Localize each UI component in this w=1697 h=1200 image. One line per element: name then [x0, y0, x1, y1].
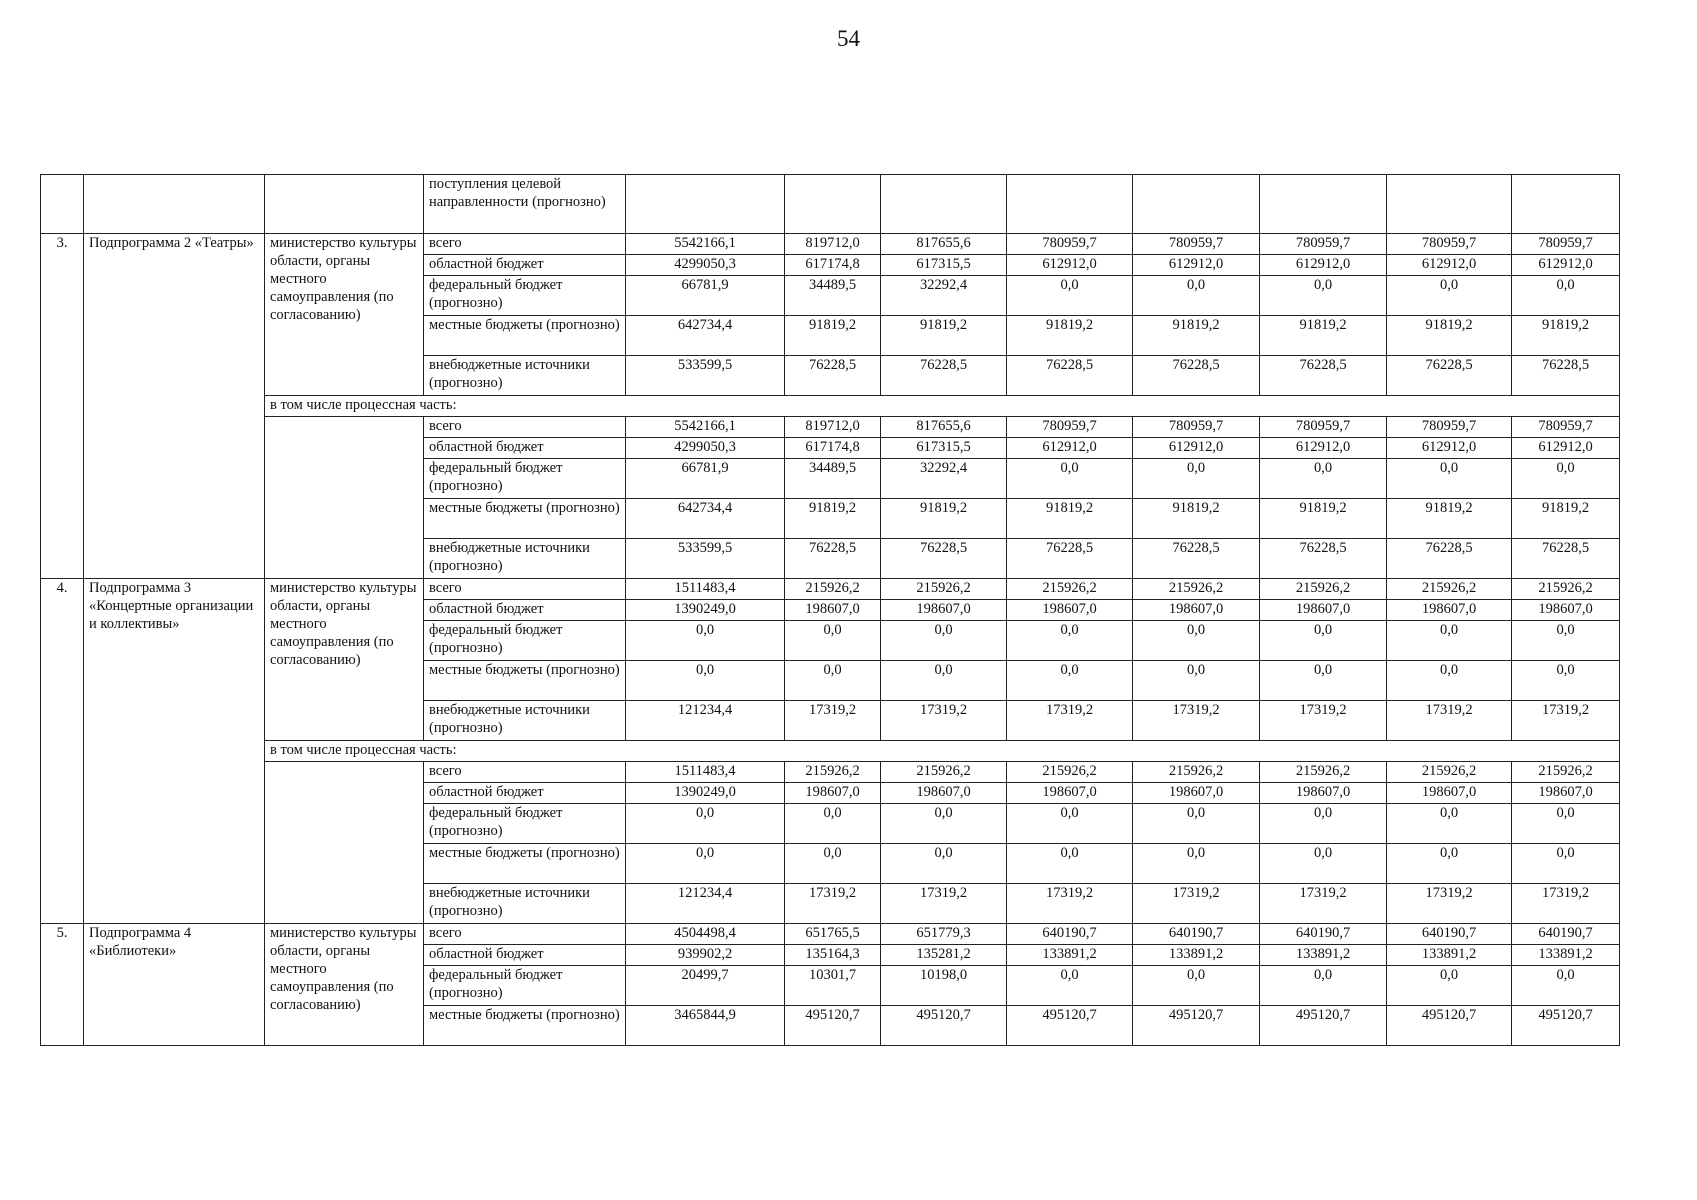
value-cell: 617315,5: [881, 438, 1007, 459]
value-cell: 780959,7: [1512, 417, 1620, 438]
value-cell: 76228,5: [1133, 356, 1260, 396]
value-cell: 0,0: [881, 804, 1007, 844]
value-cell: 495120,7: [1133, 1006, 1260, 1046]
table-row: [41, 762, 1620, 783]
value-cell: 0,0: [1387, 661, 1512, 701]
source-cell: федеральный бюджет (прогнозно): [424, 621, 626, 661]
value-cell: 198607,0: [1260, 600, 1387, 621]
source-cell: всего: [424, 579, 626, 600]
table-cell: [41, 175, 84, 234]
value-cell: 66781,9: [626, 459, 785, 499]
value-cell: 0,0: [1260, 621, 1387, 661]
table-cell: [1512, 175, 1620, 234]
source-cell: местные бюджеты (прогнозно): [424, 661, 626, 701]
value-cell: 533599,5: [626, 539, 785, 579]
value-cell: 198607,0: [881, 783, 1007, 804]
table-cell: [1007, 175, 1133, 234]
value-cell: 17319,2: [1007, 884, 1133, 924]
source-cell: местные бюджеты (прогнозно): [424, 499, 626, 539]
table-cell: [1133, 175, 1260, 234]
value-cell: 133891,2: [1512, 945, 1620, 966]
value-cell: 0,0: [1512, 276, 1620, 316]
table-cell: [84, 175, 265, 234]
value-cell: 612912,0: [1133, 255, 1260, 276]
value-cell: 642734,4: [626, 316, 785, 356]
value-cell: 0,0: [1512, 621, 1620, 661]
value-cell: 1511483,4: [626, 579, 785, 600]
value-cell: 91819,2: [1387, 316, 1512, 356]
value-cell: 0,0: [1133, 661, 1260, 701]
subprogram-name: Подпрограмма 3 «Концертные организации и коллективы»: [84, 579, 265, 924]
value-cell: 91819,2: [1512, 316, 1620, 356]
value-cell: 91819,2: [1260, 499, 1387, 539]
value-cell: 4299050,3: [626, 255, 785, 276]
source-cell: местные бюджеты (прогнозно): [424, 844, 626, 884]
value-cell: 3465844,9: [626, 1006, 785, 1046]
value-cell: 0,0: [1133, 459, 1260, 499]
value-cell: 495120,7: [1387, 1006, 1512, 1046]
source-cell: внебюджетные источники (прогнозно): [424, 701, 626, 741]
value-cell: 612912,0: [1387, 255, 1512, 276]
value-cell: 4504498,4: [626, 924, 785, 945]
table-cell: [1387, 175, 1512, 234]
value-cell: 215926,2: [1133, 762, 1260, 783]
executor-cell-empty: [265, 417, 424, 579]
value-cell: 32292,4: [881, 276, 1007, 316]
value-cell: 5542166,1: [626, 417, 785, 438]
value-cell: 0,0: [1512, 661, 1620, 701]
value-cell: 0,0: [1387, 621, 1512, 661]
value-cell: 76228,5: [1512, 356, 1620, 396]
value-cell: 0,0: [785, 844, 881, 884]
source-cell: областной бюджет: [424, 600, 626, 621]
value-cell: 17319,2: [1387, 701, 1512, 741]
value-cell: 133891,2: [1260, 945, 1387, 966]
table-cell: [1260, 175, 1387, 234]
value-cell: 34489,5: [785, 276, 881, 316]
value-cell: 0,0: [1512, 459, 1620, 499]
value-cell: 612912,0: [1512, 255, 1620, 276]
value-cell: 640190,7: [1260, 924, 1387, 945]
value-cell: 17319,2: [1133, 701, 1260, 741]
value-cell: 215926,2: [785, 762, 881, 783]
table-row: [41, 579, 1620, 600]
value-cell: 780959,7: [1387, 417, 1512, 438]
value-cell: 133891,2: [1387, 945, 1512, 966]
value-cell: 198607,0: [1260, 783, 1387, 804]
value-cell: 17319,2: [1007, 701, 1133, 741]
value-cell: 495120,7: [1512, 1006, 1620, 1046]
process-note-row: [41, 396, 1620, 417]
value-cell: 0,0: [1133, 966, 1260, 1006]
value-cell: 10301,7: [785, 966, 881, 1006]
value-cell: 780959,7: [1512, 234, 1620, 255]
value-cell: 0,0: [785, 804, 881, 844]
value-cell: 135281,2: [881, 945, 1007, 966]
value-cell: 215926,2: [1387, 579, 1512, 600]
value-cell: 651779,3: [881, 924, 1007, 945]
value-cell: 495120,7: [881, 1006, 1007, 1046]
value-cell: 17319,2: [1260, 884, 1387, 924]
value-cell: 17319,2: [881, 701, 1007, 741]
value-cell: 780959,7: [1387, 234, 1512, 255]
value-cell: 780959,7: [1260, 234, 1387, 255]
source-cell: областной бюджет: [424, 783, 626, 804]
executor-cell: министерство культуры области, органы местного самоуправления (по согласованию): [265, 234, 424, 396]
value-cell: 0,0: [785, 621, 881, 661]
value-cell: 780959,7: [1260, 417, 1387, 438]
value-cell: 495120,7: [785, 1006, 881, 1046]
value-cell: 76228,5: [1387, 539, 1512, 579]
budget-table-body: [41, 175, 1620, 1046]
value-cell: 133891,2: [1133, 945, 1260, 966]
value-cell: 76228,5: [1260, 539, 1387, 579]
source-cell: внебюджетные источники (прогнозно): [424, 356, 626, 396]
value-cell: 651765,5: [785, 924, 881, 945]
source-cell: внебюджетные источники (прогнозно): [424, 539, 626, 579]
value-cell: 17319,2: [1260, 701, 1387, 741]
value-cell: 121234,4: [626, 884, 785, 924]
value-cell: 10198,0: [881, 966, 1007, 1006]
value-cell: 121234,4: [626, 701, 785, 741]
value-cell: 780959,7: [1133, 417, 1260, 438]
value-cell: 198607,0: [785, 783, 881, 804]
value-cell: 91819,2: [1133, 499, 1260, 539]
value-cell: 198607,0: [1133, 783, 1260, 804]
value-cell: 215926,2: [1512, 762, 1620, 783]
value-cell: 198607,0: [1007, 783, 1133, 804]
value-cell: 198607,0: [1007, 600, 1133, 621]
value-cell: 780959,7: [1007, 417, 1133, 438]
value-cell: 612912,0: [1387, 438, 1512, 459]
value-cell: 20499,7: [626, 966, 785, 1006]
source-cell: всего: [424, 924, 626, 945]
table-cell: [785, 175, 881, 234]
value-cell: 198607,0: [1512, 600, 1620, 621]
table-cell: [626, 175, 785, 234]
value-cell: 76228,5: [881, 539, 1007, 579]
value-cell: 135164,3: [785, 945, 881, 966]
value-cell: 76228,5: [1387, 356, 1512, 396]
value-cell: 819712,0: [785, 417, 881, 438]
value-cell: 76228,5: [1260, 356, 1387, 396]
value-cell: 0,0: [1007, 804, 1133, 844]
value-cell: 4299050,3: [626, 438, 785, 459]
value-cell: 0,0: [626, 804, 785, 844]
value-cell: 91819,2: [1387, 499, 1512, 539]
value-cell: 133891,2: [1007, 945, 1133, 966]
value-cell: 91819,2: [1512, 499, 1620, 539]
value-cell: 0,0: [1133, 844, 1260, 884]
value-cell: 0,0: [626, 844, 785, 884]
value-cell: 76228,5: [1512, 539, 1620, 579]
value-cell: 612912,0: [1512, 438, 1620, 459]
value-cell: 640190,7: [1387, 924, 1512, 945]
value-cell: 0,0: [1133, 621, 1260, 661]
value-cell: 0,0: [1387, 276, 1512, 316]
value-cell: 91819,2: [881, 499, 1007, 539]
value-cell: 617174,8: [785, 255, 881, 276]
table-cell: [265, 175, 424, 234]
value-cell: 0,0: [1007, 276, 1133, 316]
value-cell: 215926,2: [1260, 762, 1387, 783]
value-cell: 17319,2: [1512, 884, 1620, 924]
source-cell: всего: [424, 234, 626, 255]
value-cell: 0,0: [881, 844, 1007, 884]
budget-table: [40, 174, 1620, 1046]
value-cell: 198607,0: [785, 600, 881, 621]
value-cell: 215926,2: [1260, 579, 1387, 600]
value-cell: 91819,2: [1007, 499, 1133, 539]
value-cell: 91819,2: [785, 316, 881, 356]
value-cell: 17319,2: [785, 701, 881, 741]
value-cell: 495120,7: [1260, 1006, 1387, 1046]
process-note-row: [41, 741, 1620, 762]
value-cell: 819712,0: [785, 234, 881, 255]
source-cell: местные бюджеты (прогнозно): [424, 1006, 626, 1046]
value-cell: 0,0: [1007, 966, 1133, 1006]
value-cell: 0,0: [1007, 459, 1133, 499]
value-cell: 612912,0: [1133, 438, 1260, 459]
table-row: [41, 234, 1620, 255]
executor-cell: министерство культуры области, органы местного самоуправления (по согласованию): [265, 924, 424, 1046]
value-cell: 612912,0: [1007, 255, 1133, 276]
value-cell: 91819,2: [785, 499, 881, 539]
value-cell: 0,0: [1512, 844, 1620, 884]
value-cell: 0,0: [1133, 804, 1260, 844]
value-cell: 215926,2: [1512, 579, 1620, 600]
value-cell: 91819,2: [1007, 316, 1133, 356]
source-cell: областной бюджет: [424, 438, 626, 459]
value-cell: 17319,2: [881, 884, 1007, 924]
value-cell: 617315,5: [881, 255, 1007, 276]
source-cell: федеральный бюджет (прогнозно): [424, 966, 626, 1006]
subprogram-name: Подпрограмма 4 «Библиотеки»: [84, 924, 265, 1046]
process-part-label: в том числе процессная часть:: [265, 741, 1620, 762]
value-cell: 215926,2: [1133, 579, 1260, 600]
table-cell: [881, 175, 1007, 234]
value-cell: 0,0: [626, 661, 785, 701]
value-cell: 0,0: [1007, 844, 1133, 884]
value-cell: 215926,2: [881, 579, 1007, 600]
section-index: 4.: [41, 579, 84, 924]
value-cell: 0,0: [1260, 844, 1387, 884]
value-cell: 0,0: [1007, 661, 1133, 701]
value-cell: 817655,6: [881, 417, 1007, 438]
value-cell: 76228,5: [881, 356, 1007, 396]
source-cell: поступления целевой направленности (прогнозно): [424, 175, 626, 234]
value-cell: 640190,7: [1007, 924, 1133, 945]
value-cell: 640190,7: [1512, 924, 1620, 945]
value-cell: 1511483,4: [626, 762, 785, 783]
table-row: [41, 175, 1620, 234]
source-cell: всего: [424, 417, 626, 438]
section-index: 3.: [41, 234, 84, 579]
value-cell: 198607,0: [1387, 783, 1512, 804]
value-cell: 91819,2: [1260, 316, 1387, 356]
value-cell: 0,0: [1260, 661, 1387, 701]
value-cell: 0,0: [1133, 276, 1260, 316]
executor-cell-empty: [265, 762, 424, 924]
source-cell: внебюджетные источники (прогнозно): [424, 884, 626, 924]
value-cell: 817655,6: [881, 234, 1007, 255]
source-cell: местные бюджеты (прогнозно): [424, 316, 626, 356]
value-cell: 0,0: [1387, 966, 1512, 1006]
value-cell: 5542166,1: [626, 234, 785, 255]
section-index: 5.: [41, 924, 84, 1046]
value-cell: 17319,2: [1512, 701, 1620, 741]
value-cell: 640190,7: [1133, 924, 1260, 945]
value-cell: 612912,0: [1260, 438, 1387, 459]
source-cell: федеральный бюджет (прогнозно): [424, 804, 626, 844]
value-cell: 0,0: [1387, 804, 1512, 844]
value-cell: 17319,2: [1387, 884, 1512, 924]
value-cell: 66781,9: [626, 276, 785, 316]
value-cell: 0,0: [1512, 804, 1620, 844]
value-cell: 0,0: [881, 661, 1007, 701]
executor-cell: министерство культуры области, органы местного самоуправления (по согласованию): [265, 579, 424, 741]
value-cell: 76228,5: [785, 356, 881, 396]
value-cell: 34489,5: [785, 459, 881, 499]
value-cell: 76228,5: [1007, 356, 1133, 396]
value-cell: 17319,2: [1133, 884, 1260, 924]
value-cell: 0,0: [1387, 844, 1512, 884]
value-cell: 612912,0: [1260, 255, 1387, 276]
value-cell: 0,0: [785, 661, 881, 701]
value-cell: 215926,2: [1387, 762, 1512, 783]
value-cell: 0,0: [1260, 804, 1387, 844]
table-row: [41, 417, 1620, 438]
value-cell: 198607,0: [1387, 600, 1512, 621]
table-row: [41, 924, 1620, 945]
value-cell: 215926,2: [881, 762, 1007, 783]
subprogram-name: Подпрограмма 2 «Театры»: [84, 234, 265, 579]
value-cell: 1390249,0: [626, 783, 785, 804]
process-part-label: в том числе процессная часть:: [265, 396, 1620, 417]
value-cell: 533599,5: [626, 356, 785, 396]
value-cell: 495120,7: [1007, 1006, 1133, 1046]
page-number: 54: [837, 26, 860, 51]
value-cell: 0,0: [626, 621, 785, 661]
source-cell: федеральный бюджет (прогнозно): [424, 459, 626, 499]
value-cell: 780959,7: [1007, 234, 1133, 255]
value-cell: 198607,0: [1512, 783, 1620, 804]
value-cell: 198607,0: [1133, 600, 1260, 621]
source-cell: областной бюджет: [424, 255, 626, 276]
source-cell: всего: [424, 762, 626, 783]
value-cell: 0,0: [881, 621, 1007, 661]
value-cell: 32292,4: [881, 459, 1007, 499]
value-cell: 1390249,0: [626, 600, 785, 621]
source-cell: областной бюджет: [424, 945, 626, 966]
value-cell: 642734,4: [626, 499, 785, 539]
value-cell: 91819,2: [1133, 316, 1260, 356]
value-cell: 0,0: [1512, 966, 1620, 1006]
value-cell: 76228,5: [1007, 539, 1133, 579]
value-cell: 215926,2: [785, 579, 881, 600]
value-cell: 91819,2: [881, 316, 1007, 356]
value-cell: 76228,5: [785, 539, 881, 579]
value-cell: 0,0: [1260, 966, 1387, 1006]
value-cell: 780959,7: [1133, 234, 1260, 255]
value-cell: 17319,2: [785, 884, 881, 924]
value-cell: 215926,2: [1007, 762, 1133, 783]
value-cell: 198607,0: [881, 600, 1007, 621]
value-cell: 0,0: [1260, 459, 1387, 499]
value-cell: 0,0: [1260, 276, 1387, 316]
value-cell: 0,0: [1007, 621, 1133, 661]
value-cell: 0,0: [1387, 459, 1512, 499]
value-cell: 939902,2: [626, 945, 785, 966]
value-cell: 617174,8: [785, 438, 881, 459]
value-cell: 612912,0: [1007, 438, 1133, 459]
value-cell: 76228,5: [1133, 539, 1260, 579]
source-cell: федеральный бюджет (прогнозно): [424, 276, 626, 316]
value-cell: 215926,2: [1007, 579, 1133, 600]
